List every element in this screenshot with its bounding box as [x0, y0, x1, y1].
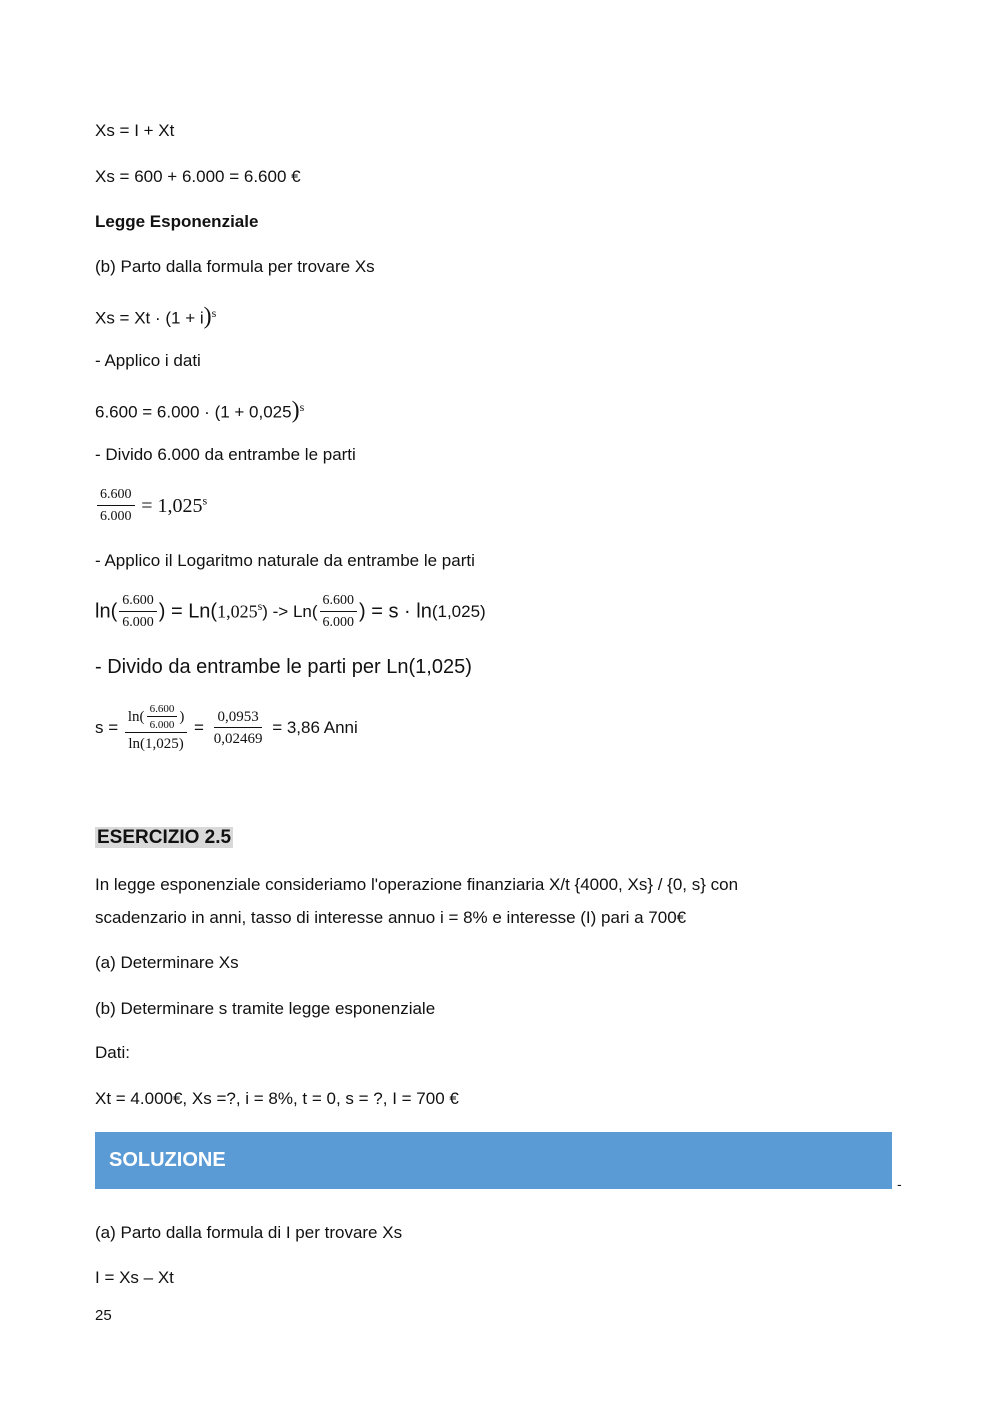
s-eq: s = [95, 718, 119, 737]
ln-arrow: ) -> Ln( [262, 602, 318, 621]
rhs: = $1,025^s$ [141, 493, 208, 518]
denominator: 6.000 [100, 509, 132, 524]
line-divide: - Divido 6.000 da entrambe le parti [95, 445, 356, 464]
data-label: Dati: [95, 1043, 130, 1062]
data-values: Xt = 4.000€, Xs =?, i = 8%, t = 0, s = ?, I = 700 € [95, 1089, 459, 1108]
line-ratio-equation [95, 486, 207, 526]
line-s-result [95, 703, 358, 753]
line-apply-data: - Applico i dati [95, 351, 201, 370]
denominator: ln(1,025) [128, 736, 184, 752]
exponent: s [211, 306, 217, 320]
exponent: s [257, 598, 263, 613]
line-log-equation [95, 592, 486, 632]
line-step-b: (b) Parto dalla formula per trovare Xs [95, 257, 375, 276]
denominator: 6.000 [122, 615, 154, 630]
fraction [320, 592, 358, 632]
ln-mid: ) = Ln( [158, 600, 218, 623]
numerator: ln( $\frac{6.600}{6.000}$ ) [125, 703, 187, 733]
denominator: 6.000 [322, 615, 355, 630]
denominator: 0,02469 [213, 731, 263, 747]
fraction [97, 486, 135, 526]
line-xs-formula: Xs = I + Xt [95, 121, 175, 140]
fraction [119, 592, 157, 632]
result: = 3,86 Anni [272, 718, 358, 737]
numerator: 6.600 [97, 486, 135, 506]
line-divide-ln: - Divido da entrambe le parti per Ln(1,025) [95, 656, 472, 678]
line-apply-log: - Applico il Logaritmo naturale da entrambe le parti [95, 551, 475, 570]
eq-sign: = [194, 718, 204, 737]
line-xs-exp-formula [95, 302, 216, 330]
inner-fraction: $\frac{6.600}{6.000}$ [147, 703, 178, 731]
ln-right: ) = s · ln [359, 600, 432, 623]
fraction [211, 708, 266, 748]
fraction [125, 703, 187, 753]
exercise-question-a: (a) Determinare Xs [95, 953, 239, 972]
formula-text: Xs = Xt · (1 + i [95, 308, 204, 328]
solution-title: SOLUZIONE [109, 1149, 226, 1171]
banner-dash: - [897, 1176, 902, 1192]
numerator: 6.600 [320, 592, 358, 612]
ln-right-arg: (1,025) [431, 602, 486, 621]
paren: ) [203, 303, 212, 330]
ln-arg: 1,025 [217, 601, 258, 622]
exponent: s [299, 400, 305, 414]
exercise-title: ESERCIZIO 2.5 [97, 827, 232, 848]
exercise-text-1: In legge esponenziale consideriamo l'operazione finanziaria X/t {4000, Xs} / {0, s} con [95, 875, 739, 894]
formula-text: 6.600 = 6.000 · (1 + 0,025 [95, 402, 292, 422]
line-data-equation [95, 396, 304, 424]
numerator: 0,0953 [214, 708, 261, 728]
solution-formula: I = Xs – Xt [95, 1268, 174, 1287]
solution-banner [95, 1132, 892, 1189]
ln-open: ln( [95, 600, 118, 623]
page-number: 25 [95, 1307, 112, 1324]
line-xs-calc: Xs = 600 + 6.000 = 6.600 € [95, 167, 301, 186]
numerator: 6.600 [119, 592, 157, 612]
solution-step-a: (a) Parto dalla formula di I per trovare Xs [95, 1223, 403, 1242]
paren: ) [291, 397, 300, 424]
exercise-question-b: (b) Determinare s tramite legge esponenziale [95, 999, 436, 1018]
section-heading-exponential: Legge Esponenziale [95, 212, 259, 231]
exercise-text-2: scadenzario in anni, tasso di interesse annuo i = 8% e interesse (I) pari a 700€ [95, 908, 687, 927]
